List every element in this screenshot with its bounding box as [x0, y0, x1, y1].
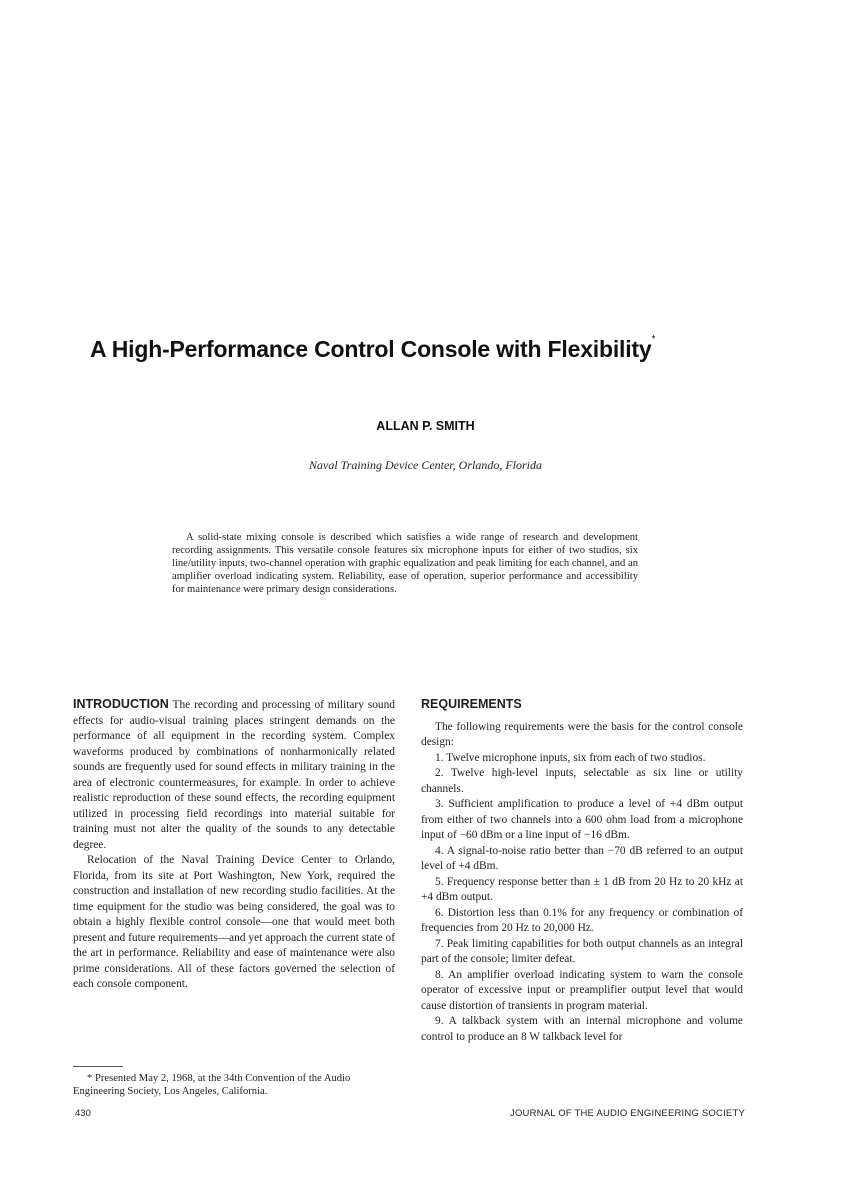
- abstract: A solid-state mixing console is described which satisfies a wide range of research and development recording assignments. This versatile console features six microphone inputs for either of two studios, six line/utility inputs, two-channel operation with graphic equalization and peak limiting for each channel, and an amplifier overload indicating system. Reliability, ease of operation, superior performance and accessibility for maintenance were primary design considerations.: [172, 532, 638, 595]
- introduction-paragraph-1: [73, 697, 395, 853]
- paper-title: [90, 336, 790, 363]
- requirements-intro: The following requirements were the basis for the control console design:: [421, 720, 743, 748]
- footnote-rule: [73, 1066, 123, 1067]
- requirement-item: 4. A signal-to-noise ratio better than −70 dB referred to an output level of +4 dBm.: [421, 844, 743, 872]
- right-column: [421, 697, 743, 1045]
- requirement-item: 8. An amplifier overload indicating system to warn the console operator of excessive input or preamplifier output level that would cause distortion of transients in program material.: [421, 968, 743, 1012]
- author-affiliation: Naval Training Device Center, Orlando, Florida: [309, 458, 542, 472]
- requirement-item: 9. A talkback system with an internal microphone and volume control to produce an 8 W talkback level for: [421, 1015, 743, 1043]
- title-footnote-marker: *: [651, 334, 656, 345]
- requirement-item: 5. Frequency response better than ± 1 dB from 20 Hz to 20 kHz at +4 dBm output.: [421, 875, 743, 903]
- requirements-heading: REQUIREMENTS: [421, 697, 522, 711]
- introduction-paragraph-2: Relocation of the Naval Training Device Center to Orlando, Florida, from its site at Port Washington, New York, required the construction and installation of new recording studio facilities. At the time equipment for the studio was being considered, the goal was to obtain a highly flexible control console—one that would meet both present and future requirements—and yet approach the current state of the art in performance. Reliability and ease of maintenance were also prime considerations. All of these factors governed the selection of each console component.: [73, 854, 395, 990]
- left-column: [73, 697, 395, 993]
- introduction-heading: INTRODUCTION: [73, 697, 169, 711]
- requirement-item: 7. Peak limiting capabilities for both output channels as an integral part of the console; limiter defeat.: [421, 937, 743, 965]
- requirement-item: 3. Sufficient amplification to produce a level of +4 dBm output from either of two channels into a 600 ohm load from a microphone input of −60 dBm or a line input of −16 dBm.: [421, 798, 743, 841]
- requirement-item: 6. Distortion less than 0.1% for any frequency or combination of frequencies from 20 Hz to 20,000 Hz.: [421, 906, 743, 934]
- page-number: 430: [75, 1108, 91, 1119]
- title-text: A High-Performance Control Console with Flexibility: [90, 336, 652, 362]
- journal-name: JOURNAL OF THE AUDIO ENGINEERING SOCIETY: [510, 1108, 745, 1119]
- requirement-item: 1. Twelve microphone inputs, six from each of two studios.: [435, 751, 706, 764]
- footnote-text: * Presented May 2, 1968, at the 34th Convention of the Audio Engineering Society, Los Angeles, California.: [73, 1073, 351, 1097]
- requirement-item: 2. Twelve high-level inputs, selectable as six line or utility channels.: [421, 767, 743, 795]
- author-name: ALLAN P. SMITH: [376, 419, 475, 433]
- footnote: [73, 1073, 395, 1098]
- introduction-p1-text: The recording and processing of military sound effects for audio-visual training places stringent demands on the performance of all equipment in the recording system. Complex waveforms produced by combinations of nonharmonically related sounds are frequently used for sound effects in military training in the area of electronic countermeasures, for example. In order to achieve realistic reproduction of these sound effects, the recording equipment utilized in processing field recordings into material suitable for training must not alter the quality of the sounds to any detectable degree.: [73, 699, 395, 851]
